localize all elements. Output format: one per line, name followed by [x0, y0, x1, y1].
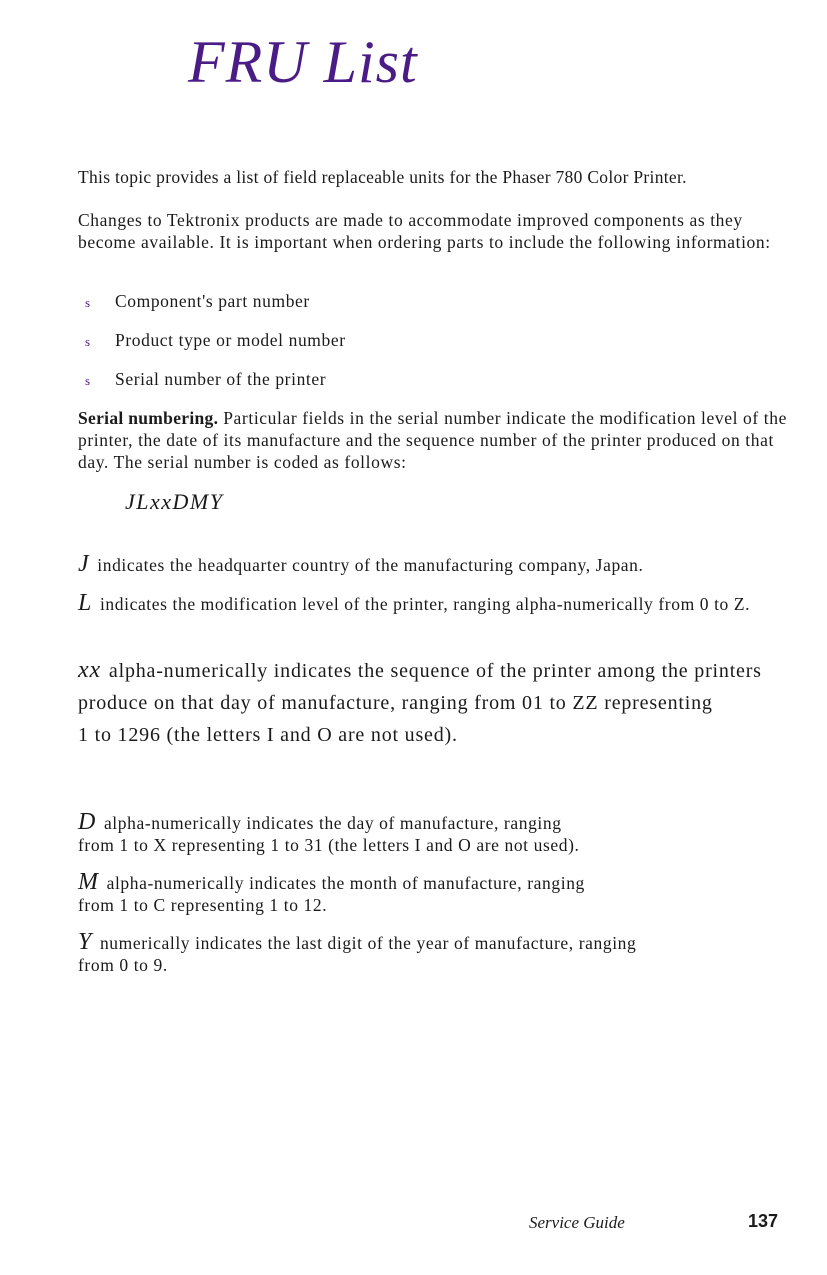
bullet-icon: s [85, 373, 91, 388]
definition-xx [78, 654, 798, 751]
definition-letter: L [78, 590, 92, 616]
definition-text-continued: 1 to 1296 (the letters I and O are not used). [78, 724, 458, 746]
definition-text-continued: from 1 to X representing 1 to 31 (the letters I and O are not used). [78, 835, 580, 855]
definition-text: indicates the headquarter country of the manufacturing company, Japan. [97, 555, 644, 575]
definition-m [78, 871, 798, 916]
definition-text: numerically indicates the last digit of the year of manufacture, ranging [99, 933, 637, 953]
list-item-text: Product type or model number [115, 330, 346, 350]
definition-text: alpha-numerically indicates the day of manufacture, ranging [103, 813, 562, 833]
definition-j [78, 553, 798, 576]
serial-numbering-paragraph [78, 407, 798, 473]
definition-letter: xx [78, 657, 101, 683]
list-item [78, 368, 798, 407]
list-item [78, 290, 798, 329]
list-item-text: Serial number of the printer [115, 369, 327, 389]
definition-letter: M [78, 869, 99, 895]
changes-paragraph: Changes to Tektronix products are made to accommodate improved components as they become available. It is important when ordering parts to include the following information: [78, 210, 771, 252]
definition-text: alpha-numerically indicates the month of manufacture, ranging [106, 873, 585, 893]
definition-text-continued: from 0 to 9. [78, 955, 168, 975]
list-item-text: Component's part number [115, 291, 310, 311]
definition-text: alpha-numerically indicates the sequence of the printer among the printers produce on that day of manufacture, ranging from 01 to ZZ representing [78, 660, 762, 714]
definition-y [78, 931, 798, 976]
serial-numbering-heading: Serial numbering. [78, 408, 219, 428]
definition-text: indicates the modification level of the printer, ranging alpha-numerically from 0 to Z. [99, 594, 751, 614]
definition-letter: D [78, 809, 96, 835]
info-list [78, 290, 798, 407]
list-item [78, 329, 798, 368]
definition-letter: Y [78, 929, 92, 955]
bullet-icon: s [85, 295, 91, 310]
serial-numbering-text: Particular fields in the serial number indicate the modification level of the printer, the date of its manufacture and the sequence number of the printer produced on that day. The serial number is coded as follows: [78, 408, 787, 472]
definition-text-continued: from 1 to C representing 1 to 12. [78, 895, 328, 915]
page-title: FRU List [188, 29, 418, 95]
page-number: 137 [748, 1211, 779, 1231]
footer-label: Service Guide [529, 1213, 625, 1232]
definition-letter: J [78, 551, 90, 577]
bullet-icon: s [85, 334, 91, 349]
definition-d [78, 811, 798, 856]
intro-paragraph: This topic provides a list of field replaceable units for the Phaser 780 Color Printer. [78, 167, 687, 187]
serial-code: JLxxDMY [125, 489, 224, 514]
definition-l [78, 592, 798, 615]
